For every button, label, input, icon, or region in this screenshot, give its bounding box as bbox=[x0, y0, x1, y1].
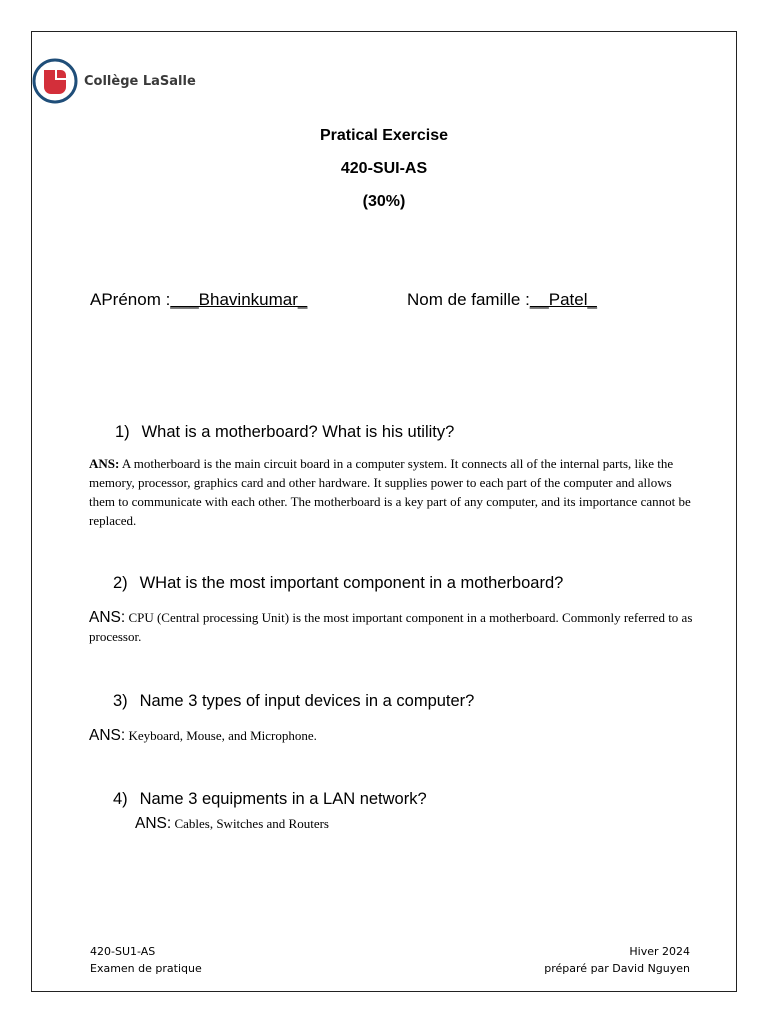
exam-weight: (30%) bbox=[362, 193, 406, 210]
question-text: What is a motherboard? What is his utility? bbox=[141, 423, 455, 441]
first-name-value: ___Bhavinkumar_ bbox=[170, 290, 308, 309]
answer-text: A motherboard is the main circuit board in a computer system. It connects all of the internal parts, like the memory, processor, graphics card and other hardware. It supplies power to each part of the computer and allows them to communicate with each other. The motherboard is a key part of any computer, and its importance cannot be replaced. bbox=[89, 456, 691, 528]
question-4 bbox=[113, 790, 427, 809]
answer-1 bbox=[89, 454, 694, 530]
answer-label: ANS: bbox=[89, 456, 120, 471]
last-name-value: __Patel_ bbox=[529, 290, 597, 309]
answer-label: ANS: bbox=[89, 609, 126, 626]
answer-text: Cables, Switches and Routers bbox=[174, 816, 329, 831]
course-code: 420-SUI-AS bbox=[340, 160, 428, 177]
exam-page bbox=[31, 31, 737, 992]
footer-left bbox=[90, 943, 202, 977]
answer-label: ANS: bbox=[135, 815, 172, 832]
question-text: Name 3 equipments in a LAN network? bbox=[139, 790, 427, 808]
answer-label: ANS: bbox=[89, 727, 126, 744]
answer-text: CPU (Central processing Unit) is the most important component in a motherboard. Commonly referred to as processor. bbox=[89, 610, 693, 644]
answer-4 bbox=[135, 814, 740, 833]
question-2 bbox=[113, 574, 563, 593]
question-1 bbox=[115, 423, 454, 442]
first-name-label: APrénom : bbox=[90, 290, 171, 309]
answer-2 bbox=[89, 608, 694, 646]
college-logo-icon bbox=[32, 58, 78, 104]
question-number: 2) bbox=[113, 574, 128, 592]
answer-3 bbox=[89, 726, 694, 745]
exam-title: Pratical Exercise bbox=[319, 127, 449, 144]
question-number: 3) bbox=[113, 692, 128, 710]
last-name-label: Nom de famille : bbox=[407, 290, 530, 309]
question-text: WHat is the most important component in a motherboard? bbox=[139, 574, 564, 592]
footer-course-code: 420-SU1-AS bbox=[90, 945, 156, 958]
footer-exam-type: Examen de pratique bbox=[90, 962, 202, 975]
first-name-field bbox=[90, 290, 307, 310]
footer-right bbox=[544, 943, 690, 977]
question-number: 4) bbox=[113, 790, 128, 808]
college-logo bbox=[32, 58, 196, 104]
last-name-field bbox=[407, 290, 597, 310]
footer-term: Hiver 2024 bbox=[629, 945, 690, 958]
footer-author: préparé par David Nguyen bbox=[544, 962, 690, 975]
answer-text: Keyboard, Mouse, and Microphone. bbox=[128, 728, 317, 743]
question-number: 1) bbox=[115, 423, 130, 441]
question-3 bbox=[113, 692, 474, 711]
college-name: Collège LaSalle bbox=[84, 73, 196, 89]
question-text: Name 3 types of input devices in a computer? bbox=[139, 692, 475, 710]
